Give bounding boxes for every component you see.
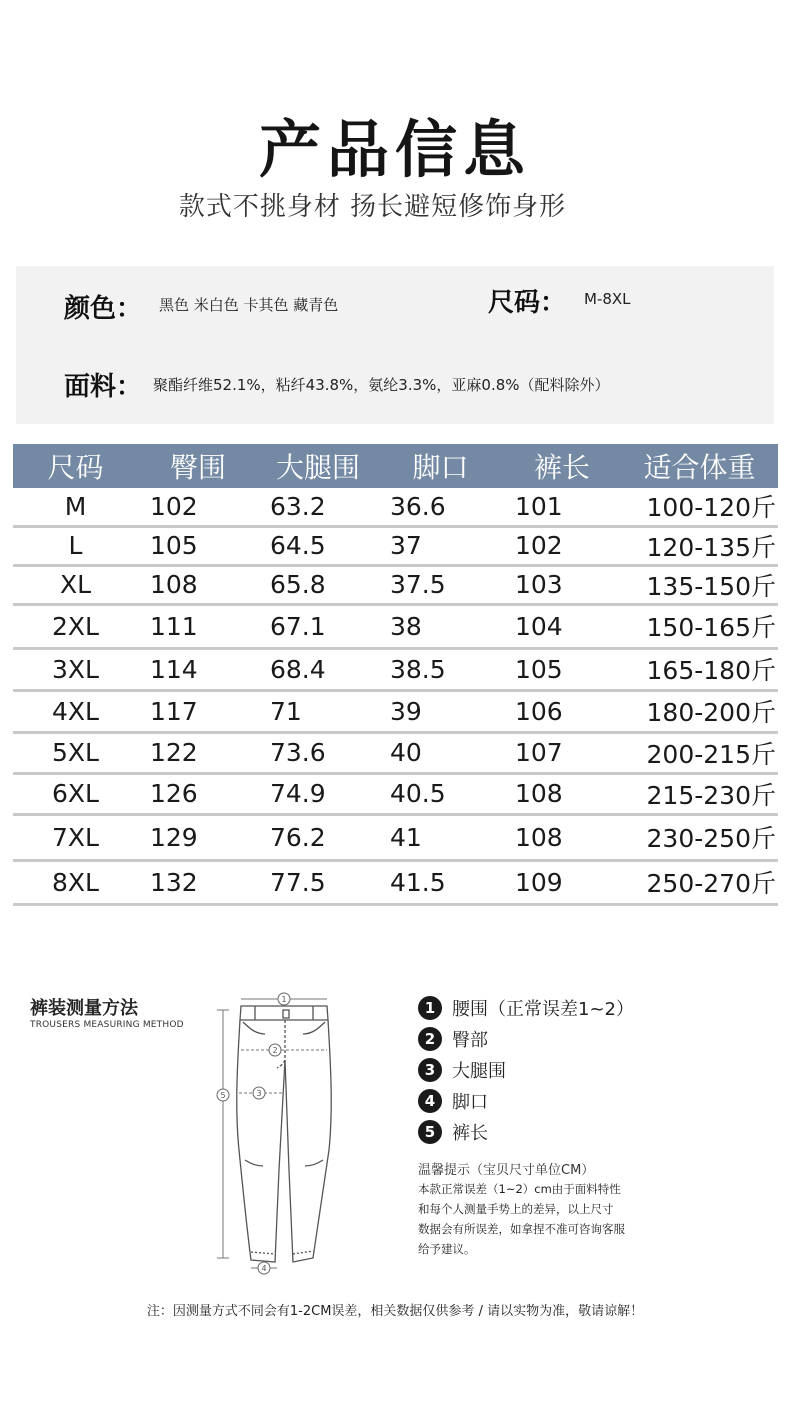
measure-title: 裤装测量方法 bbox=[30, 998, 138, 1019]
table-row bbox=[13, 814, 778, 860]
trousers-diagram bbox=[205, 990, 355, 1280]
table-row bbox=[13, 732, 778, 773]
cell-length: 108 bbox=[503, 773, 621, 814]
size-label: 尺码： bbox=[488, 288, 567, 318]
table-row bbox=[13, 604, 778, 648]
table-row bbox=[13, 488, 778, 526]
cell-length: 109 bbox=[503, 860, 621, 904]
cell-hem: 37.5 bbox=[378, 565, 503, 604]
header-thigh: 大腿围 bbox=[258, 444, 378, 488]
cell-length: 108 bbox=[503, 814, 621, 860]
cell-weight: 180-200斤 bbox=[621, 690, 778, 732]
cell-hip: 114 bbox=[138, 648, 258, 690]
cell-hem: 41 bbox=[378, 814, 503, 860]
size-chart-table bbox=[13, 444, 778, 906]
cell-weight: 215-230斤 bbox=[621, 773, 778, 814]
cell-hem: 38 bbox=[378, 604, 503, 648]
page-subtitle: 款式不挑身材 扬长避短修饰身形 bbox=[178, 192, 567, 222]
cell-thigh: 63.2 bbox=[258, 488, 378, 526]
header-length: 裤长 bbox=[503, 444, 621, 488]
cell-weight: 150-165斤 bbox=[621, 604, 778, 648]
legend-text: 腰围（正常误差1~2） bbox=[452, 999, 634, 1020]
cell-weight: 165-180斤 bbox=[621, 648, 778, 690]
cell-weight: 120-135斤 bbox=[621, 526, 778, 565]
legend-item-length bbox=[418, 1119, 488, 1145]
cell-hip: 105 bbox=[138, 526, 258, 565]
cell-thigh: 77.5 bbox=[258, 860, 378, 904]
cell-length: 103 bbox=[503, 565, 621, 604]
table-row bbox=[13, 526, 778, 565]
header-weight: 适合体重 bbox=[621, 444, 778, 488]
tip-title: 温馨提示（宝贝尺寸单位CM） bbox=[418, 1163, 595, 1178]
header-size: 尺码 bbox=[13, 444, 138, 488]
cell-weight: 100-120斤 bbox=[621, 488, 778, 526]
table-header-row bbox=[13, 444, 778, 488]
cell-thigh: 68.4 bbox=[258, 648, 378, 690]
table-row bbox=[13, 648, 778, 690]
tip-line: 和每个人测量手势上的差异，以上尺寸 bbox=[418, 1202, 614, 1216]
cell-hip: 111 bbox=[138, 604, 258, 648]
cell-thigh: 67.1 bbox=[258, 604, 378, 648]
tip-line: 给予建议。 bbox=[418, 1242, 476, 1256]
color-label: 颜色： bbox=[64, 294, 143, 324]
cell-length: 105 bbox=[503, 648, 621, 690]
cell-size: 2XL bbox=[13, 604, 138, 648]
cell-size: 8XL bbox=[13, 860, 138, 904]
cell-thigh: 73.6 bbox=[258, 732, 378, 773]
legend-item-waist bbox=[418, 995, 634, 1021]
cell-hem: 41.5 bbox=[378, 860, 503, 904]
mark-5: 5 bbox=[220, 1091, 226, 1100]
mark-2: 2 bbox=[272, 1046, 278, 1055]
legend-number: 5 bbox=[418, 1120, 442, 1144]
legend-item-thigh bbox=[418, 1057, 506, 1083]
legend-number: 1 bbox=[418, 996, 442, 1020]
page-title: 产品信息 bbox=[258, 113, 531, 186]
measure-subtitle: TROUSERS MEASURING METHOD bbox=[30, 1020, 184, 1030]
cell-thigh: 65.8 bbox=[258, 565, 378, 604]
header-hem: 脚口 bbox=[378, 444, 503, 488]
color-value: 黑色 米白色 卡其色 藏青色 bbox=[159, 296, 339, 314]
cell-size: 7XL bbox=[13, 814, 138, 860]
table-row bbox=[13, 773, 778, 814]
legend-text: 大腿围 bbox=[452, 1061, 506, 1082]
cell-length: 102 bbox=[503, 526, 621, 565]
cell-weight: 135-150斤 bbox=[621, 565, 778, 604]
cell-length: 107 bbox=[503, 732, 621, 773]
cell-hip: 122 bbox=[138, 732, 258, 773]
disclaimer-note: 注：因测量方式不同会有1-2CM误差，相关数据仅供参考 / 请以实物为准，敬请谅解！ bbox=[146, 1304, 644, 1319]
cell-length: 104 bbox=[503, 604, 621, 648]
table-row bbox=[13, 565, 778, 604]
cell-hem: 38.5 bbox=[378, 648, 503, 690]
legend-text: 臀部 bbox=[452, 1030, 488, 1051]
cell-thigh: 76.2 bbox=[258, 814, 378, 860]
cell-size: M bbox=[13, 488, 138, 526]
cell-hem: 37 bbox=[378, 526, 503, 565]
legend-text: 脚口 bbox=[452, 1092, 488, 1113]
fabric-label: 面料： bbox=[64, 372, 143, 402]
cell-size: L bbox=[13, 526, 138, 565]
cell-weight: 200-215斤 bbox=[621, 732, 778, 773]
cell-hem: 39 bbox=[378, 690, 503, 732]
mark-1: 1 bbox=[281, 995, 287, 1004]
cell-hip: 117 bbox=[138, 690, 258, 732]
cell-thigh: 74.9 bbox=[258, 773, 378, 814]
legend-item-hem bbox=[418, 1088, 488, 1114]
legend-number: 4 bbox=[418, 1089, 442, 1113]
cell-hem: 40 bbox=[378, 732, 503, 773]
size-value: M-8XL bbox=[584, 290, 631, 308]
cell-hip: 102 bbox=[138, 488, 258, 526]
cell-thigh: 64.5 bbox=[258, 526, 378, 565]
cell-size: 3XL bbox=[13, 648, 138, 690]
mark-3: 3 bbox=[256, 1089, 262, 1098]
cell-weight: 230-250斤 bbox=[621, 814, 778, 860]
cell-size: 4XL bbox=[13, 690, 138, 732]
cell-hip: 108 bbox=[138, 565, 258, 604]
cell-hem: 36.6 bbox=[378, 488, 503, 526]
fabric-value: 聚酯纤维52.1%，粘纤43.8%，氨纶3.3%，亚麻0.8%（配料除外） bbox=[153, 376, 610, 394]
cell-weight: 250-270斤 bbox=[621, 860, 778, 904]
header-hip: 臀围 bbox=[138, 444, 258, 488]
cell-size: 5XL bbox=[13, 732, 138, 773]
cell-size: XL bbox=[13, 565, 138, 604]
cell-hip: 126 bbox=[138, 773, 258, 814]
legend-text: 裤长 bbox=[452, 1123, 488, 1144]
cell-size: 6XL bbox=[13, 773, 138, 814]
legend-number: 2 bbox=[418, 1027, 442, 1051]
tip-line: 本款正常误差（1~2）cm由于面料特性 bbox=[418, 1182, 621, 1196]
cell-hem: 40.5 bbox=[378, 773, 503, 814]
cell-length: 106 bbox=[503, 690, 621, 732]
table-row bbox=[13, 690, 778, 732]
cell-thigh: 71 bbox=[258, 690, 378, 732]
cell-hip: 132 bbox=[138, 860, 258, 904]
legend-number: 3 bbox=[418, 1058, 442, 1082]
table-row bbox=[13, 860, 778, 904]
mark-4: 4 bbox=[261, 1264, 267, 1273]
cell-hip: 129 bbox=[138, 814, 258, 860]
product-info-box bbox=[16, 266, 774, 424]
tip-line: 数据会有所误差，如拿捏不准可咨询客服 bbox=[418, 1222, 625, 1236]
cell-length: 101 bbox=[503, 488, 621, 526]
legend-item-hip bbox=[418, 1026, 488, 1052]
